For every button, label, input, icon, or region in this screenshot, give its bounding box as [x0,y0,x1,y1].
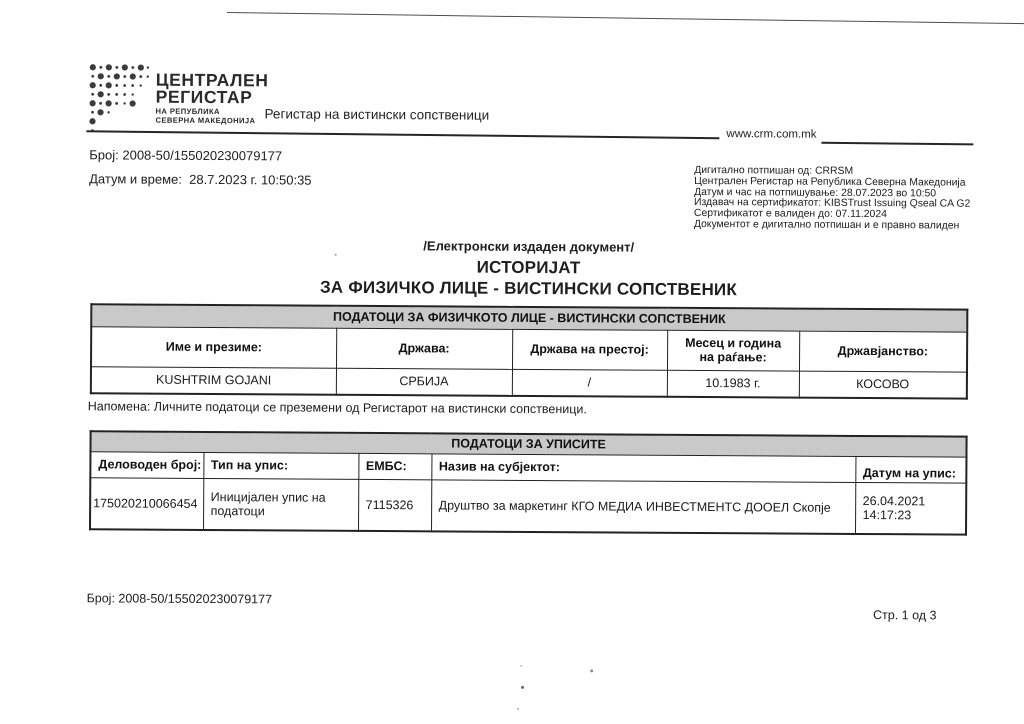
person-header-residence: Држава на престој: [512,329,667,370]
signature-line: Датум и час на потпишување: 28.07.2023 во 10:50 [694,186,937,200]
note-line: Напомена: Личните податоци се преземени од Регистарот на вистински сопственици. [87,399,587,417]
person-residence-value: / [512,369,667,397]
logo-name-line1: ЦЕНТРАЛЕН [155,69,269,91]
doc-datetime-line: Датум и време: 28.7.2023 г. 10:50:35 [89,171,312,188]
entries-header-embs: ЕМБС: [358,453,431,479]
person-country-value: СРБИЈА [336,368,512,396]
entries-naziv-value: Друштво за маркетинг КГО МЕДИА ИНВЕСТМЕНТС ДООЕЛ Скопје [431,479,855,534]
header-rule-right [821,142,973,146]
entries-header-naziv: Назив на субјектот: [431,453,855,482]
entries-header-datum: Датум на упис: [855,456,966,483]
signature-line: Дигитално потпишан од: CRRSM [694,164,854,177]
scan-speck [521,686,524,689]
document-title-line2: ЗА ФИЗИЧКО ЛИЦЕ - ВИСТИНСКИ СОПСТВЕНИК [319,277,738,300]
signature-line: Централен Регистар на Република Северна Македонија [694,175,966,189]
person-table-band: ПОДАТОЦИ ЗА ФИЗИЧКОТО ЛИЦЕ - ВИСТИНСКИ СОПСТВЕНИК [91,304,967,331]
scan-speck [590,669,593,672]
entries-delovoden-value: 175020210066454 [90,477,203,530]
entries-table [89,430,968,535]
footer-doc-number: Број: 2008-50/155020230079177 [86,591,273,607]
logo-sub-line1: НА РЕПУБЛИКА [155,106,220,117]
person-birth-value: 10.1983 г. [667,370,799,398]
website-url: www.crm.com.mk [726,128,817,141]
header-rule-left [86,130,719,139]
entries-datum-value [855,482,966,535]
signature-line: Издавач на сертификатот: KIBSTrust Issuing Qseal CA G2 [693,197,971,211]
entries-header-tip: Тип на упис: [203,452,358,479]
scan-speck [517,708,519,710]
person-citizenship-value: КОСОВО [799,371,967,399]
person-header-name: Име и презиме: [91,326,336,367]
document-title-line1: ИСТОРИЈАТ [476,257,581,278]
signature-line: Документот е дигитално потпишан и е правно валиден [693,218,960,232]
scan-speck [335,254,337,256]
person-header-birth: Месец и година на раѓање: [667,330,799,371]
entries-table-band: ПОДАТОЦИ ЗА УПИСИТЕ [90,431,966,456]
crm-logo-icon [87,61,151,135]
person-name-value: KUSHTRIM GOJANI [91,366,336,394]
register-title: Регистар на вистински сопственици [264,106,490,123]
signature-line: Сертификатот е валиден до: 07.11.2024 [693,208,887,221]
entries-datum-date: 26.04.2021 [862,493,926,509]
footer-page-indicator: Стр. 1 од 3 [872,608,937,623]
logo-name-line2: РЕГИСТАР [155,86,253,108]
person-header-country: Држава: [336,328,512,369]
person-header-citizenship: Државјанство: [799,331,967,372]
person-data-table [90,303,969,399]
entries-tip-value: Иницијален упис на податоци [203,478,358,531]
entries-embs-value: 7115326 [358,479,431,531]
doc-number-line: Број: 2008-50/155020230079177 [89,147,283,164]
digital-signature-block [694,166,971,232]
entries-datum-time: 14:17:23 [862,507,912,523]
scan-speck [520,665,522,667]
electronic-document-note: /Електронски издаден документ/ [423,238,635,255]
entries-header-delovoden: Деловоден број: [90,451,203,478]
logo-sub-line2: СЕВЕРНА МАКЕДОНИЈА [155,115,256,126]
